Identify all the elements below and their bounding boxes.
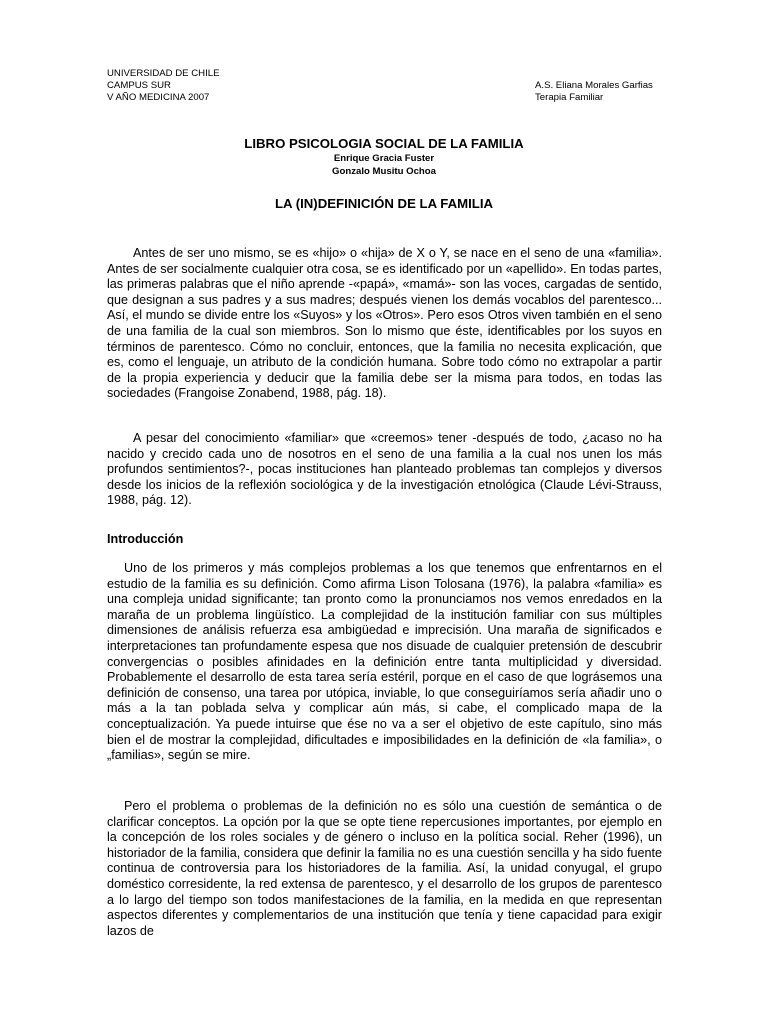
header-university: UNIVERSIDAD DE CHILE	[107, 68, 220, 79]
header-campus: CAMPUS SUR	[107, 80, 171, 91]
epigraph-paragraph-1: Antes de ser uno mismo, se es «hijo» o «hija» de X o Y, se nace en el seno de una «familia». Antes de ser socialmente cualquier otra cosa, se es identificado por un «apellido». En todas partes, las primeras palabras que el niño aprende -«papá», «mamá»- son las voces, cargadas de sentido, que designan a sus padres y a sus madres; después vienen los demás vocablos del parentesco... Así, el mundo se divide entre los «Suyos» y los «Otros». Pero esos Otros viven también en el seno de una familia de la cual son miembros. Son lo mismo que éste, identificables por los suyos en términos de parentesco. Cómo no concluir, entonces, que la familia no necesita explicación, que es, como el lenguaje, un atributo de la condición humana. Sobre todo cómo no extrapolar a partir de la propia experiencia y deducir que la familia debe ser la misma para todos, en todas las sociedades (Frangoise Zonabend, 1988, pág. 18).	[107, 246, 662, 401]
header-subject: Terapia Familiar	[535, 92, 604, 103]
author-1: Enrique Gracia Fuster	[333, 153, 435, 164]
header-course: V AÑO MEDICINA 2007	[107, 92, 210, 103]
book-authors	[0, 153, 768, 178]
header-author: A.S. Eliana Morales Garfias	[535, 80, 653, 91]
chapter-title: LA (IN)DEFINICIÓN DE LA FAMILIA	[274, 196, 494, 211]
body-paragraph-1: Uno de los primeros y más complejos problemas a los que tenemos que enfrentarnos en el estudio de la familia es su definición. Como afirma Lison Tolosana (1976), la palabra «familia» es una compleja unidad significante; tan pronto como la pronunciamos nos vemos enredados en la maraña de un problema lingüístico. La complejidad de la institución familiar con sus múltiples dimensiones de análisis refuerza esa ambigüedad e imprecisión. Una maraña de significados e interpretaciones tan profundamente espesa que nos disuade de cualquier pretensión de descubrir convergencias o posibles afinidades en la definición entre tanta multiplicidad y diversidad. Probablemente el desarrollo de esta tarea sería estéril, porque en el caso de que lográsemos una definición de consenso, una tarea por utópica, inviable, lo que conseguiríamos sería añadir uno o más a la tan poblada selva y complicar aún más, si cabe, el complicado mapa de la conceptualización. Ya puede intuirse que ése no va a ser el objetivo de este capítulo, sino más bien el de mostrar la complejidad, dificultades e imposibilidades en la definición de «la familia», o „familias», según se mire.	[107, 561, 662, 763]
section-heading-introduccion: Introducción	[107, 532, 184, 546]
header-institution	[107, 68, 219, 104]
epigraph-paragraph-2: A pesar del conocimiento «familiar» que «creemos» tener -después de todo, ¿acaso no ha nacido y crecido cada uno de nosotros en el seno de una familia a la cual nos unen los más profundos sentimientos?-, pocas instituciones han planteado problemas tan complejos y diversos desde los inicios de la reflexión sociológica y de la investigación etnológica (Claude Lévi-Strauss, 1988, pág. 12).	[107, 431, 662, 508]
header-author-info	[535, 80, 653, 104]
author-2: Gonzalo Musitu Ochoa	[332, 165, 436, 177]
body-paragraph-2: Pero el problema o problemas de la definición no es sólo una cuestión de semántica o de clarificar conceptos. La opción por la que se opte tiene repercusiones importantes, por ejemplo en la concepción de los roles sociales y de género o incluso en la política social. Reher (1996), un historiador de la familia, considera que definir la familia no es una cuestión sencilla y ha sido fuente continua de controversia para los historiadores de la familia. Así, la unidad conyugal, el grupo doméstico corresidente, la red extensa de parentesco, y el desarrollo de los grupos de parentesco a lo largo del tiempo son todos manifestaciones de la familia, en la medida en que representan aspectos diferentes y complementarios de una institución que tenía y tiene capacidad para exigir lazos de	[107, 799, 662, 938]
document-title: LIBRO PSICOLOGIA SOCIAL DE LA FAMILIA	[244, 136, 524, 151]
